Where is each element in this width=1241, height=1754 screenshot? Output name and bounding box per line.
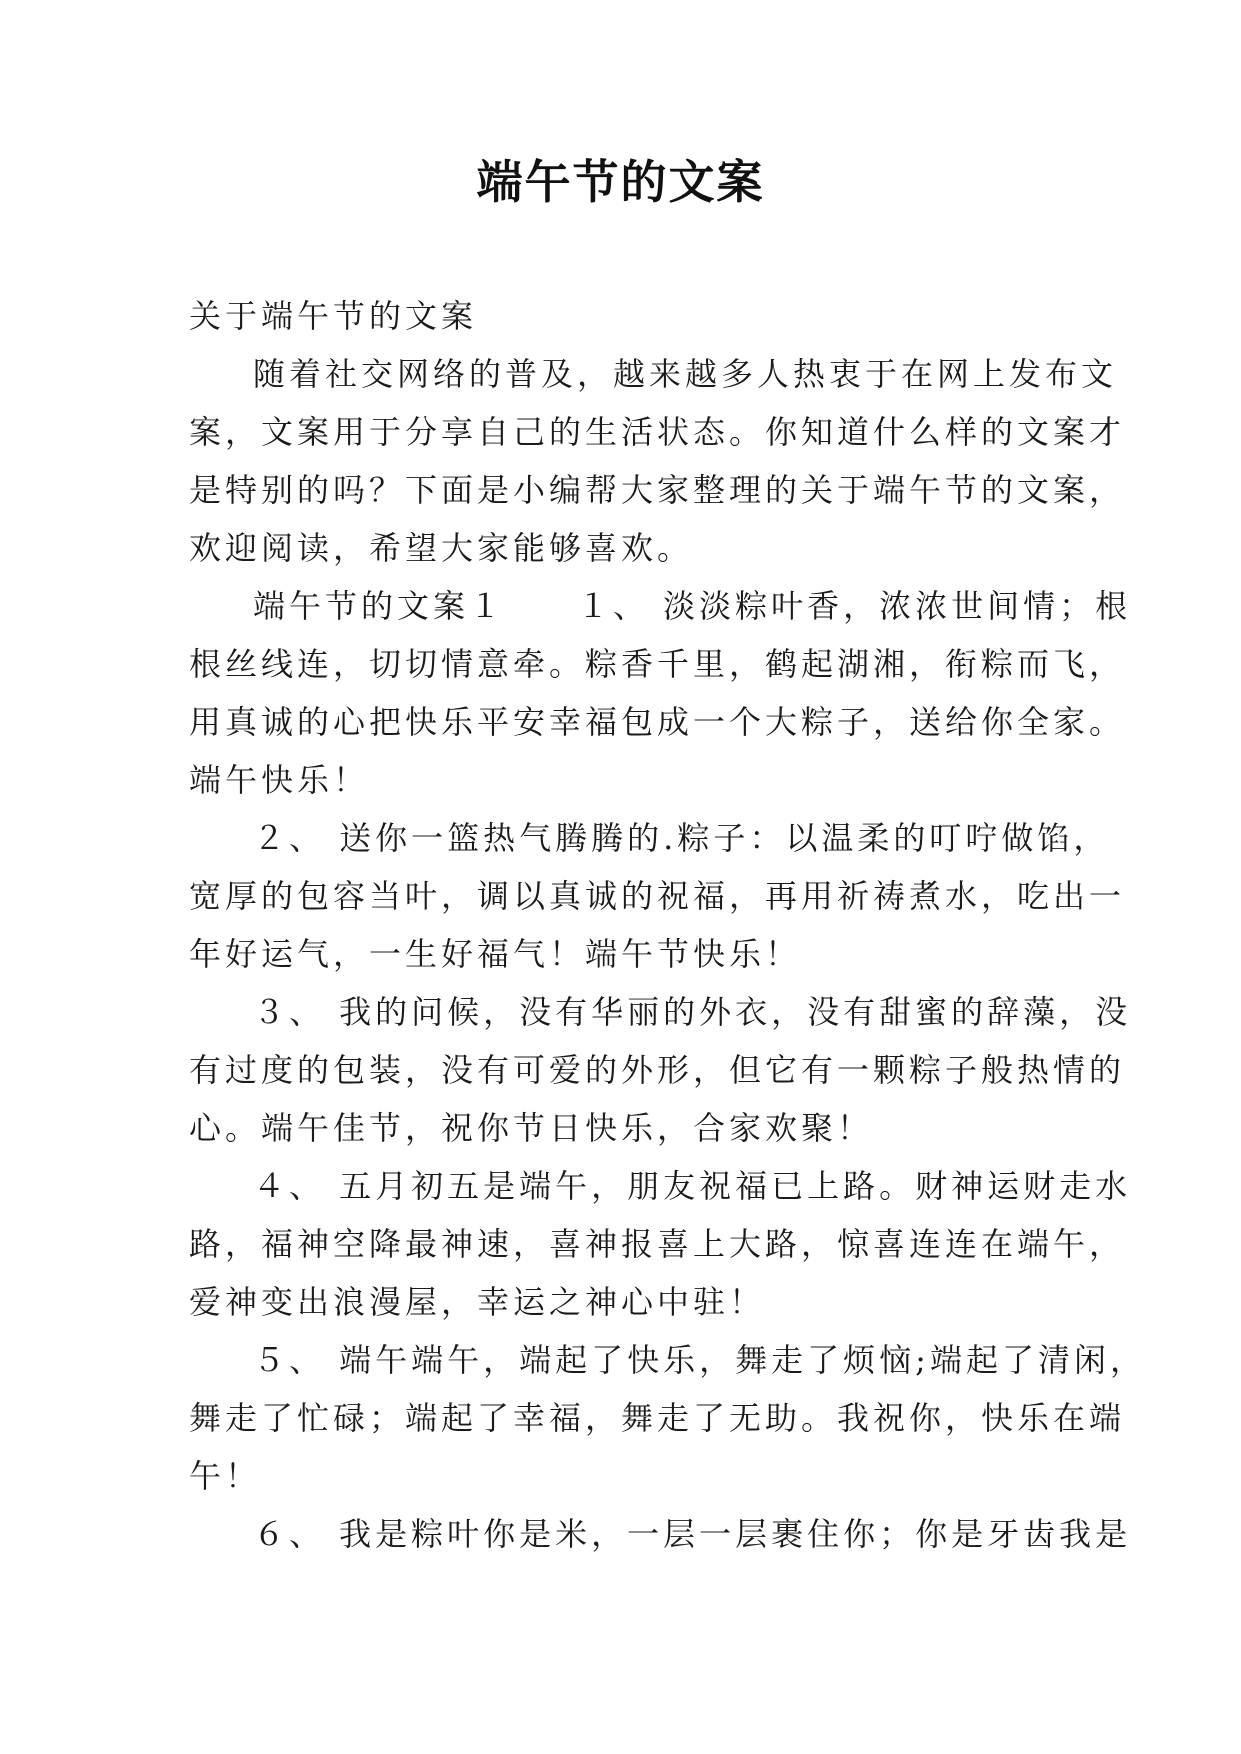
text-line: 午！ bbox=[189, 1457, 262, 1495]
document-title: 端午节的文案 bbox=[476, 155, 765, 209]
text-line: ６、 我是粽叶你是米，一层一层裹住你；你是牙齿我是 bbox=[253, 1515, 1132, 1553]
text-line: 路，福神空降最神速，喜神报喜上大路，惊喜连连在端午， bbox=[189, 1225, 1126, 1263]
text-line: 是特别的吗？下面是小编帮大家整理的关于端午节的文案， bbox=[189, 471, 1126, 509]
text-line: 案，文案用于分享自己的生活状态。你知道什么样的文案才 bbox=[189, 413, 1126, 451]
document-subtitle: 关于端午节的文案 bbox=[189, 297, 478, 335]
text-line: ３、 我的问候，没有华丽的外衣，没有甜蜜的辞藻，没 bbox=[253, 993, 1132, 1031]
text-line: 心。端午佳节，祝你节日快乐，合家欢聚！ bbox=[189, 1109, 874, 1147]
text-line: 有过度的包装，没有可爱的外形，但它有一颗粽子般热情的 bbox=[189, 1051, 1126, 1089]
text-line: 根丝线连，切切情意牵。粽香千里，鹤起湖湘，衔粽而飞， bbox=[189, 645, 1126, 683]
text-line: 爱神变出浪漫屋，幸运之神心中驻！ bbox=[189, 1283, 766, 1321]
text-line: ４、 五月初五是端午，朋友祝福已上路。财神运财走水 bbox=[253, 1167, 1132, 1205]
text-line: 端午节的文案１ １、 淡淡粽叶香，浓浓世间情；根 bbox=[253, 587, 1132, 625]
text-line: 用真诚的心把快乐平安幸福包成一个大粽子，送给你全家。 bbox=[189, 703, 1126, 741]
text-line: 年好运气，一生好福气！端午节快乐！ bbox=[189, 935, 802, 973]
document-body bbox=[189, 287, 1146, 1563]
text-line: ５、 端午端午，端起了快乐，舞走了烦恼;端起了清闲， bbox=[253, 1341, 1146, 1379]
text-line: 舞走了忙碌；端起了幸福，舞走了无助。我祝你，快乐在端 bbox=[189, 1399, 1126, 1437]
text-line: 宽厚的包容当叶，调以真诚的祝福，再用祈祷煮水，吃出一 bbox=[189, 877, 1126, 915]
text-line: 欢迎阅读，希望大家能够喜欢。 bbox=[189, 529, 694, 567]
text-line: 端午快乐！ bbox=[189, 761, 370, 799]
text-line: ２、 送你一篮热气腾腾的.粽子：以温柔的叮咛做馅， bbox=[253, 819, 1110, 857]
text-line: 随着社交网络的普及，越来越多人热衷于在网上发布文 bbox=[253, 355, 1118, 393]
